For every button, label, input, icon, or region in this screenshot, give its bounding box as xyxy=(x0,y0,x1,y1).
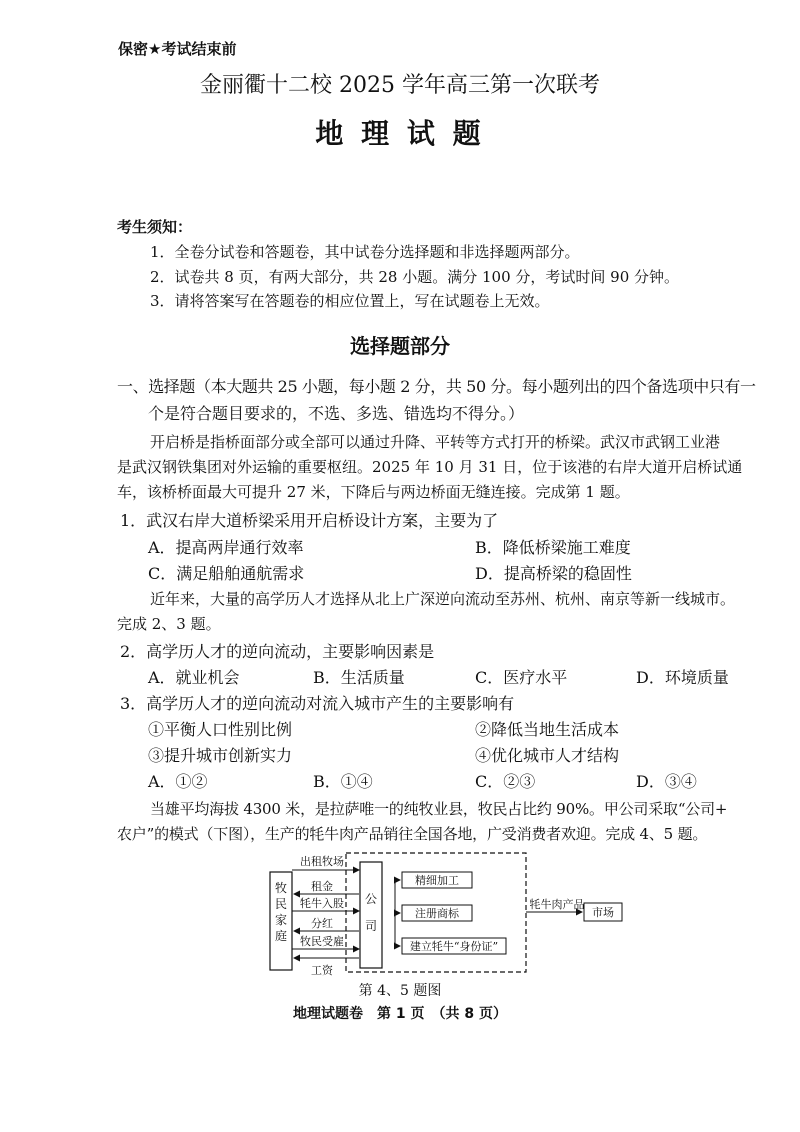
q2-option-c: C．医疗水平 xyxy=(475,668,568,687)
q3-option-b: B．①④ xyxy=(313,772,373,791)
q3-statement-2: ②降低当地生活成本 xyxy=(475,720,620,739)
flow-herders-employed: 牧民受雇 xyxy=(300,935,344,948)
passage2-line-1: 近年来，大量的高学历人才选择从北上广深逆向流动至苏州、杭州、南京等新一线城市。 xyxy=(150,590,736,608)
passage1-line-2: 是武汉钢铁集团对外运输的重要枢纽。2025 年 10 月 31 日，位于该港的右岸大道开启桥试通 xyxy=(117,458,743,476)
product-label: 牦牛肉产品 xyxy=(529,898,585,911)
herder-char-1: 牧 xyxy=(274,881,288,895)
notice-heading: 考生须知： xyxy=(117,218,193,236)
flow-yak-shares: 牦牛入股 xyxy=(300,897,344,910)
passage3-line-2: 农户”的模式（下图），生产的牦牛肉产品销往全国各地，广受消费者欢迎。完成 4、5 题。 xyxy=(117,825,708,843)
figure-caption: 第 4、5 题图 xyxy=(358,983,442,999)
q2-option-b: B．生活质量 xyxy=(313,668,405,687)
section-title: 选择题部分 xyxy=(350,334,450,358)
q3-statement-3: ③提升城市创新实力 xyxy=(148,746,293,765)
q2-stem: 2．高学历人才的逆向流动，主要影响因素是 xyxy=(120,642,435,661)
q1-option-d: D．提高桥梁的稳固性 xyxy=(475,564,632,583)
q1-stem: 1．武汉右岸大道桥梁采用开启桥设计方案，主要为了 xyxy=(120,511,499,530)
market-label: 市场 xyxy=(592,906,614,919)
company-char-2: 司 xyxy=(364,919,378,933)
q3-option-c: C．②③ xyxy=(475,772,536,791)
step-fine-processing: 精细加工 xyxy=(415,874,459,887)
herder-char-3: 家 xyxy=(274,913,288,927)
passage2-line-2: 完成 2、3 题。 xyxy=(117,615,221,633)
herder-char-2: 民 xyxy=(274,897,288,911)
q3-statement-4: ④优化城市人才结构 xyxy=(475,746,620,765)
q3-option-a: A．①② xyxy=(148,772,208,791)
notice-item-3: 3．请将答案写在答题卷的相应位置上，写在试题卷上无效。 xyxy=(150,292,550,310)
q3-statement-1: ①平衡人口性别比例 xyxy=(148,720,293,739)
company-box xyxy=(360,862,382,968)
passage3-line-1: 当雄平均海拔 4300 米，是拉萨唯一的纯牧业县，牧民占比约 90%。甲公司采取“公司+ xyxy=(150,800,728,818)
exam-title: 金丽衢十二校 2025 学年高三第一次联考 xyxy=(200,73,600,98)
notice-item-2: 2．试卷共 8 页，有两大部分，共 28 小题。满分 100 分，考试时间 90 分钟。 xyxy=(150,268,680,286)
passage1-line-1: 开启桥是指桥面部分或全部可以通过升降、平转等方式打开的桥梁。武汉市武钢工业港 xyxy=(150,433,721,451)
step-register-trademark: 注册商标 xyxy=(415,907,459,920)
company-char-1: 公 xyxy=(364,892,378,906)
q1-option-c: C．满足船舶通航需求 xyxy=(148,564,305,583)
q2-option-a: A．就业机会 xyxy=(148,668,240,687)
flow-wages: 工资 xyxy=(311,964,333,977)
passage1-line-3: 车，该桥桥面最大可提升 27 米，下降后与两边桥面无缝连接。完成第 1 题。 xyxy=(117,483,630,501)
flow-rent-pasture: 出租牧场 xyxy=(300,855,344,868)
section-instruction-line-1: 一、选择题（本大题共 25 小题，每小题 2 分，共 50 分。每小题列出的四个备选项中只有一 xyxy=(117,377,756,396)
q1-option-a: A．提高两岸通行效率 xyxy=(148,538,304,557)
q3-option-d: D．③④ xyxy=(636,772,697,791)
notice-item-1: 1．全卷分试卷和答题卷，其中试卷分选择题和非选择题两部分。 xyxy=(150,243,580,261)
confidential-label: 保密★考试结束前 xyxy=(118,40,237,58)
q3-stem: 3．高学历人才的逆向流动对流入城市产生的主要影响有 xyxy=(120,694,515,713)
q2-option-d: D．环境质量 xyxy=(636,668,729,687)
q1-option-b: B．降低桥梁施工难度 xyxy=(475,538,631,557)
subject-title: 地 理 试 题 xyxy=(315,117,485,150)
herder-char-4: 庭 xyxy=(274,929,288,943)
flow-rent: 租金 xyxy=(311,880,333,893)
step-yak-id: 建立牦牛“身份证” xyxy=(409,940,499,953)
company-farmer-diagram xyxy=(250,850,640,980)
page-footer: 地理试题卷 第 1 页 （共 8 页） xyxy=(293,1006,507,1022)
section-instruction-line-2: 个是符合题目要求的，不选、多选、错选均不得分。） xyxy=(148,404,525,423)
flow-dividend: 分红 xyxy=(311,917,333,930)
